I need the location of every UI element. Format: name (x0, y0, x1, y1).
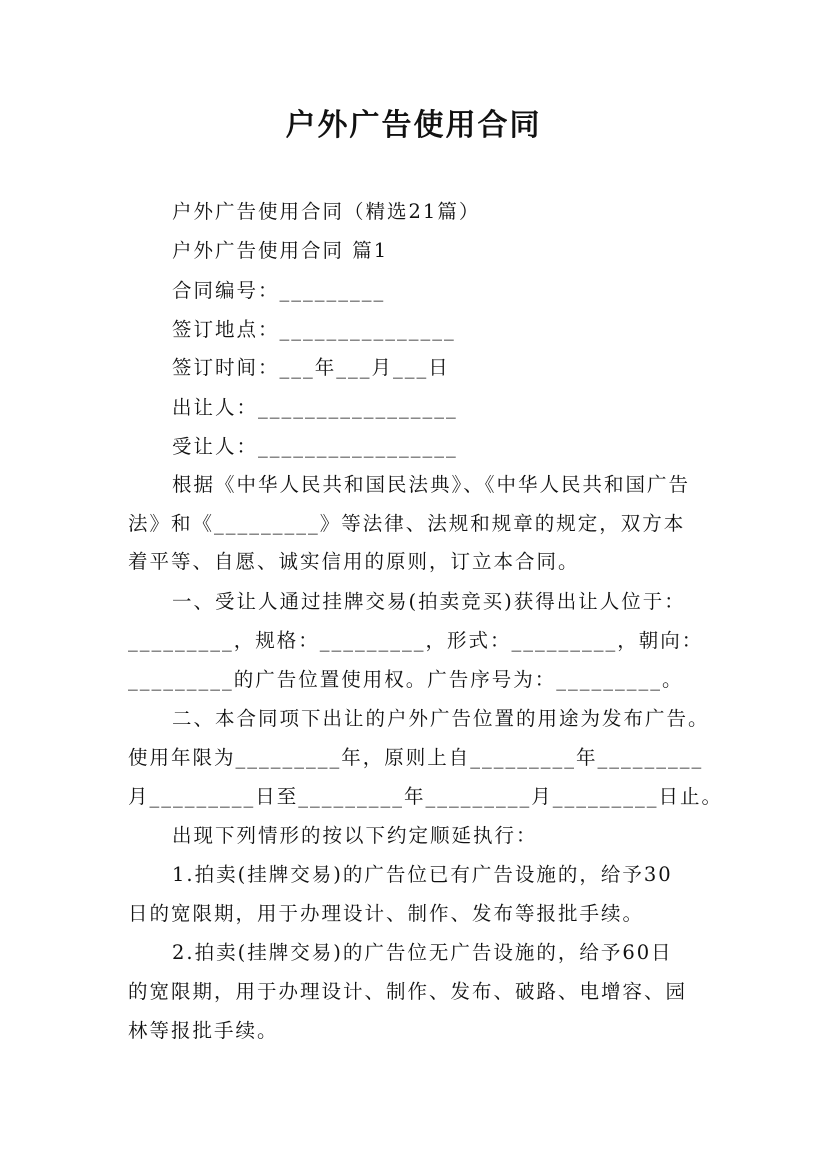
document-title: 户外广告使用合同 (285, 108, 542, 143)
clause-2-line-1: 二、本合同项下出让的户外广告位置的用途为发布广告。 (172, 707, 710, 730)
paragraph-basis-line-3: 着平等、自愿、诚实信用的原则，订立本合同。 (128, 550, 580, 573)
paragraph-basis-line-2: 法》和《_________》等法律、法规和规章的规定，双方本 (128, 512, 686, 535)
section-heading: 户外广告使用合同 篇1 (172, 239, 389, 262)
clause-2-line-2: 使用年限为_________年，原则上自_________年_________ (128, 746, 704, 769)
signing-place-line: 签订地点：_______________ (172, 318, 456, 341)
clause-1-line-1: 一、受让人通过挂牌交易(拍卖竞买)获得出让人位于： (172, 590, 686, 613)
item-1-line-1: 1.拍卖(挂牌交易)的广告位已有广告设施的，给予30 (172, 863, 673, 886)
clause-1-line-2: _________，规格：_________，形式：_________，朝向： (128, 629, 704, 652)
item-2-line-2: 的宽限期，用于办理设计、制作、发布、破路、电增容、园 (128, 980, 688, 1003)
transferor-line: 出让人：_________________ (172, 396, 458, 419)
transferee-line: 受让人：_________________ (172, 435, 458, 458)
signing-date-line: 签订时间：___年___月___日 (172, 356, 450, 379)
item-2-line-1: 2.拍卖(挂牌交易)的广告位无广告设施的，给予60日 (172, 941, 673, 964)
paragraph-basis-line-1: 根据《中华人民共和国民法典》、《中华人民共和国广告 (172, 473, 691, 496)
item-2-line-3: 林等报批手续。 (128, 1019, 279, 1042)
contract-number-line: 合同编号：_________ (172, 279, 386, 302)
extension-intro-line: 出现下列情形的按以下约定顺延执行： (172, 824, 538, 847)
subtitle-line: 户外广告使用合同（精选21篇） (172, 200, 481, 223)
item-1-line-2: 日的宽限期，用于办理设计、制作、发布等报批手续。 (128, 902, 645, 925)
clause-2-line-3: 月_________日至_________年_________月_________日止。 (128, 785, 724, 808)
clause-1-line-3: _________的广告位置使用权。广告序号为：_________。 (128, 668, 684, 691)
